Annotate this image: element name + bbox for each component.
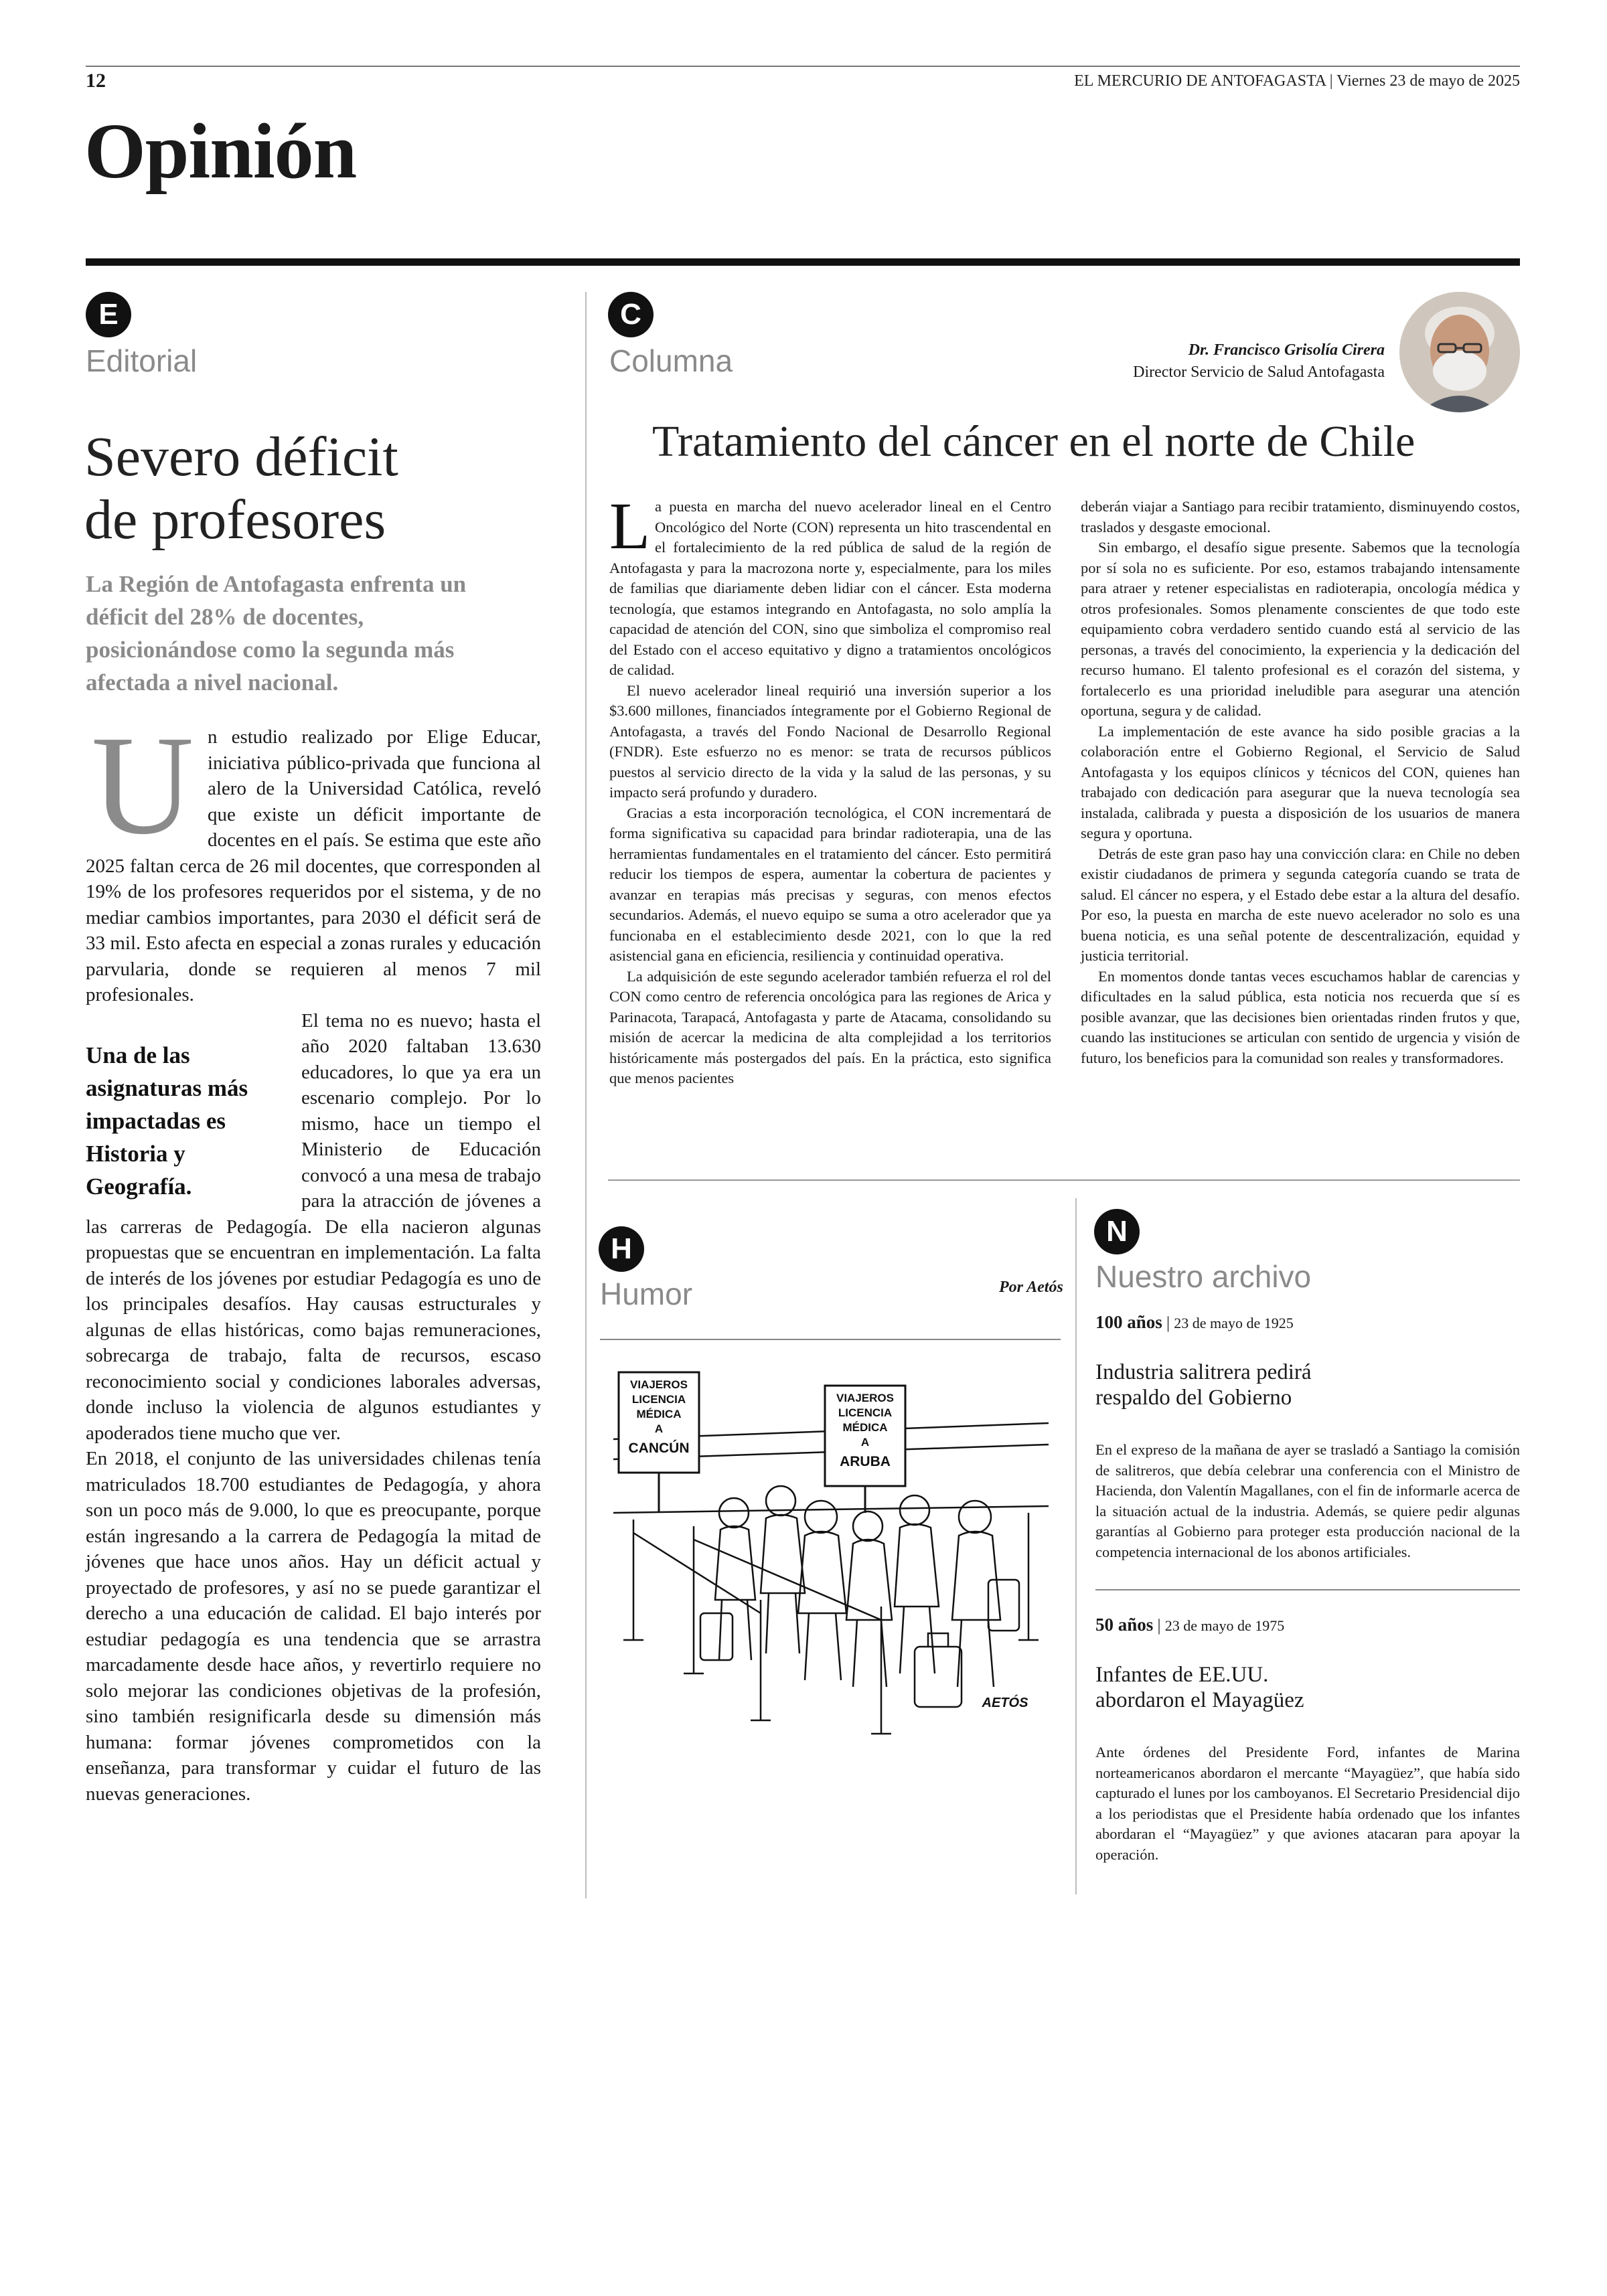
columna-badge: C <box>608 292 654 337</box>
editorial-lead: La Región de Antofagasta enfrenta un déficit del 28% de docentes, posicionándose como la segunda más afectada a nivel nacional. <box>86 571 467 695</box>
header-top-rule <box>86 66 1520 67</box>
editorial-body-middle <box>86 1008 541 1807</box>
archivo-item-divider <box>1095 1589 1520 1590</box>
cartoon-sign-left-line: VIAJEROS <box>630 1378 688 1391</box>
editorial-pullquote: Una de las asignaturas más impactadas es Historia y Geografía. <box>86 1042 248 1200</box>
publication-date: Viernes 23 de mayo de 2025 <box>1336 72 1520 90</box>
page-number: 12 <box>86 70 106 92</box>
editorial-body <box>86 706 541 1807</box>
editorial-paragraph: En 2018, el conjunto de las universidades chilenas tenía matriculados 18.700 estudiantes de Pedagogía, y ahora son un poco más de 9.000, lo que es preocupante, porque están ingresando a la carrera de Pedagogía la mitad de jóvenes que hace unos años. Hay un déficit actual y proyectado de profesores, y así no se puede garantizar el derecho a una educación de calidad. El bajo interés por estudiar pedagogía es una tendencia que se arrastra marcadamente desde hace años, y revertirlo requiere no solo mejorar las condiciones objetivas de la profesión, sino también resignificarla desde su dimensión más humana: formar jóvenes comprometidos con la enseñanza, para transformar y cuidar el futuro de las nuevas generaciones. <box>86 1448 541 1805</box>
columna-body-col2 <box>1081 497 1520 1068</box>
archivo-item-title-line: respaldo del Gobierno <box>1095 1386 1292 1410</box>
cartoon-sign-center-line: ARUBA <box>840 1454 891 1469</box>
archivo-item-head <box>1095 1615 1520 1635</box>
columna-headline: Tratamiento del cáncer en el norte de Chile <box>652 417 1415 466</box>
columna-dropcap: L <box>609 489 651 563</box>
editorial-label: Editorial <box>86 343 198 378</box>
columna-author-role: Director Servicio de Salud Antofagasta <box>1133 363 1385 381</box>
dateline-separator: | <box>1329 72 1337 90</box>
archivo-item-text: En el expreso de la mañana de ayer se trasladó a Santiago la comisión de salitreros, que debía celebrar una conferencia con el Ministro de Hacienda, don Valentín Magallanes, con el fin de informarle acerca de la situación actual de la industria. Además, se quiere pedir algunas garantías al Gobierno para proteger esta producción nacional de la competencia internacional de los abonos artificiales. <box>1095 1441 1520 1560</box>
humor-rule <box>600 1339 1061 1340</box>
humor-label: Humor <box>600 1277 693 1311</box>
archivo-item-title-line: Infantes de EE.UU. <box>1095 1663 1269 1687</box>
cartoon-sign-center-line: A <box>860 1436 870 1449</box>
humor-byline: Por Aetós <box>999 1279 1063 1296</box>
columna-author-block <box>1133 341 1385 382</box>
author-portrait-icon <box>1399 292 1520 412</box>
editorial-paragraph: El tema no es nuevo; hasta el año 2020 faltaban 13.630 educadores, lo que ya era un escenario complejo. Por lo mismo, hace un tiempo el Ministerio de Educación convocó a una mesa de trabajo para la atracción de jóvenes a las carreras de Pedagogía. De ella nacieron algunas propuestas que se encuentran en implementación. La falta de interés de los jóvenes por estudiar Pedagogía es uno de los principales desafíos. Hay causas estructurales y algunas de ellas históricas, como bajas remuneraciones, sobrecarga de trabajo, falta de recursos, escaso reconocimiento social y condiciones laborales adversas, donde incluso la violencia de algunos estudiantes y apoderados tiene mucho que ver. <box>86 1009 541 1444</box>
editorial-column-divider <box>585 292 587 1898</box>
cartoon-signature: AETÓS <box>982 1696 1028 1710</box>
archivo-item-separator: | <box>1166 1314 1174 1332</box>
cartoon-sign-center-line: VIAJEROS <box>836 1392 894 1404</box>
editorial-badge: E <box>86 292 131 337</box>
columna-paragraph: Sin embargo, el desafío sigue presente. Sabemos que la tecnología por sí sola no es suficiente. Por eso, estamos trabajando intensamente para atraer y retener especialistas en radioterapia, oncología médica y otros profesionales. Somos plenamente conscientes de que todo este equipamiento cobra verdadero sentido cuando está al servicio de las personas, a través del conocimiento, la experiencia y la dedicación del recurso humano. El talento profesional es el corazón del sistema, y fortalecerlo es una prioridad ineludible para asegurar una atención oportuna, segura y de calidad. <box>1081 539 1520 719</box>
humor-archivo-divider <box>1075 1198 1077 1894</box>
cartoon-sign-left-line: CANCÚN <box>628 1441 690 1456</box>
cartoon-sign-left-line: LICENCIA <box>631 1393 686 1406</box>
editorial-headline-line2: de profesores <box>84 489 386 551</box>
columna-author-name: Dr. Francisco Grisolía Cirera <box>1188 341 1385 359</box>
archivo-item <box>1095 1312 1520 1562</box>
publication-dateline <box>1074 72 1520 90</box>
archivo-item-date: 23 de mayo de 1975 <box>1164 1617 1285 1634</box>
columna-author-photo <box>1399 292 1520 412</box>
editorial-paragraph: n estudio realizado por Elige Educar, iniciativa público-privada que funciona al alero de la Universidad Católica, reveló que existe un déficit importante de docentes en el país. Se estima que este año 2025 faltan cerca de 26 mil docentes, que corresponden al 19% de los profesores requeridos por el sistema, y de no mediar cambios importantes, para 2030 el déficit será de 33 mil. Esto afecta en especial a zonas rurales y educación parvularia, donde se requieren al menos 7 mil profesionales. <box>86 726 541 1005</box>
section-title: Opinión <box>84 107 357 195</box>
editorial-headline <box>84 426 398 552</box>
cartoon-sign-center-line: LICENCIA <box>838 1406 893 1419</box>
archivo-item-title <box>1095 1662 1520 1713</box>
archivo-item-years: 100 años <box>1095 1312 1162 1332</box>
cartoon-illustration-icon <box>600 1359 1062 1744</box>
columna-bottom-rule <box>608 1179 1520 1181</box>
columna-paragraph: Gracias a esta incorporación tecnológica, el CON incrementará de forma significativa su capacidad para brindar radioterapia, una de las herramientas fundamentales en el tratamiento del cáncer. Esto permitirá reducir los tiempos de espera, aumentar la cobertura de pacientes y avanzar en terapias más precisas y seguras, con menos efectos secundarios. Además, el nuevo equipo se suma a otro acelerador que ya funcionaba en el establecimiento desde 2021, con lo que la red asistencial gana en eficiencia, resiliencia y continuidad operativa. <box>609 804 1051 964</box>
columna-paragraph: La adquisición de este segundo acelerador también refuerza el rol del CON como centro de referencia oncológica para las regiones de Arica y Parinacota, Tarapacá, Antofagasta y parte de Atacama, consolidando su misión de acercar la medicina de alta complejidad a los territorios históricamente más postergados del país. En la práctica, esto significa que menos pacientes <box>609 967 1051 1086</box>
archivo-item-head <box>1095 1312 1520 1333</box>
cartoon-sign-left-line: A <box>654 1422 664 1435</box>
columna-body-col1 <box>609 489 1051 1089</box>
columna-label: Columna <box>609 343 733 378</box>
archivo-label: Nuestro archivo <box>1095 1259 1312 1294</box>
editorial-headline-line1: Severo déficit <box>84 426 398 488</box>
archivo-item-years: 50 años <box>1095 1615 1154 1635</box>
humor-cartoon <box>600 1359 1062 1744</box>
columna-paragraph: El nuevo acelerador lineal requirió una inversión superior a los $3.600 millones, financiados íntegramente por el Gobierno Regional de Antofagasta, a través del Fondo Nacional de Desarrollo Regional (FNDR). Este esfuerzo no es menor: se trata de recursos públicos puestos al servicio directo de la vida y la salud de las personas, y su impacto será profundo y duradero. <box>609 681 1051 801</box>
publication-name: EL MERCURIO DE ANTOFAGASTA <box>1074 72 1326 90</box>
archivo-badge: N <box>1094 1209 1140 1254</box>
cartoon-sign-left-line: MÉDICA <box>636 1408 682 1420</box>
archivo-item <box>1095 1615 1520 1865</box>
editorial-dropcap: U <box>91 706 194 864</box>
archivo-item-title-line: Industria salitrera pedirá <box>1095 1360 1312 1384</box>
section-top-rule <box>86 258 1520 266</box>
archivo-item-text: Ante órdenes del Presidente Ford, infantes de Marina norteamericanos abordaron el mercante “Mayagüez”, que había sido capturado el lunes por los camboyanos. El Secretario Presidencial dijo a los periodistas que el Presidente había ordenado que los infantes abordaran el “Mayagüez” y que aviones atacaran para apoyar la operación. <box>1095 1744 1520 1863</box>
archivo-item-separator: | <box>1157 1617 1165 1635</box>
columna-paragraph: deberán viajar a Santiago para recibir tratamiento, disminuyendo costos, traslados y desgaste emocional. <box>1081 498 1520 536</box>
columna-paragraph: Detrás de este gran paso hay una convicción clara: en Chile no deben existir ciudadanos de primera y segunda categoría cuando se trata de salud. El cáncer no espera, y el Estado debe estar a la altura del desafío. Por eso, la puesta en marcha de este nuevo acelerador no solo es una buena noticia, es una señal potente de descentralización, equidad y justicia territorial. <box>1081 845 1520 964</box>
columna-paragraph: En momentos donde tantas veces escuchamos hablar de carencias y dificultades en la salud pública, esta noticia nos recuerda que sí es posible avanzar, que las decisiones bien orientadas rinden frutos y que, cuando las instituciones se articulan con sentido de urgencia y visión de futuro, los beneficios para la comunidad son reales y transformadores. <box>1081 967 1520 1066</box>
archivo-item-date: 23 de mayo de 1925 <box>1174 1315 1294 1331</box>
columna-paragraph: La implementación de este avance ha sido posible gracias a la colaboración entre el Gobierno Regional, el Servicio de Salud Antofagasta y los equipos clínicos y técnicos del CON, quienes han trabajado con dedicación para asegurar que la nueva tecnología sea instalada, calibrada y puesta a disposición de los usuarios de manera segura y oportuna. <box>1081 722 1520 841</box>
editorial-body-top <box>86 706 541 1008</box>
humor-badge: H <box>599 1226 644 1272</box>
archivo-item-title-line: abordaron el Mayagüez <box>1095 1688 1304 1712</box>
archivo-item-title <box>1095 1360 1520 1410</box>
cartoon-sign-center-line: MÉDICA <box>842 1421 888 1434</box>
columna-paragraph: a puesta en marcha del nuevo acelerador lineal en el Centro Oncológico del Norte (CON) representa un hito trascendental en el fortalecimiento de la red pública de salud de la región de Antofagasta y para la macrozona norte y, especialmente, para los miles de familias que diariamente deben lidiar con el cáncer. Esta moderna tecnología, que estamos integrando en Antofagasta, no solo amplía la capacidad de atención del CON, sino que simboliza el compromiso real del Estado con el acceso equitativo y digno a tratamientos oncológicos de calidad. <box>609 498 1051 678</box>
